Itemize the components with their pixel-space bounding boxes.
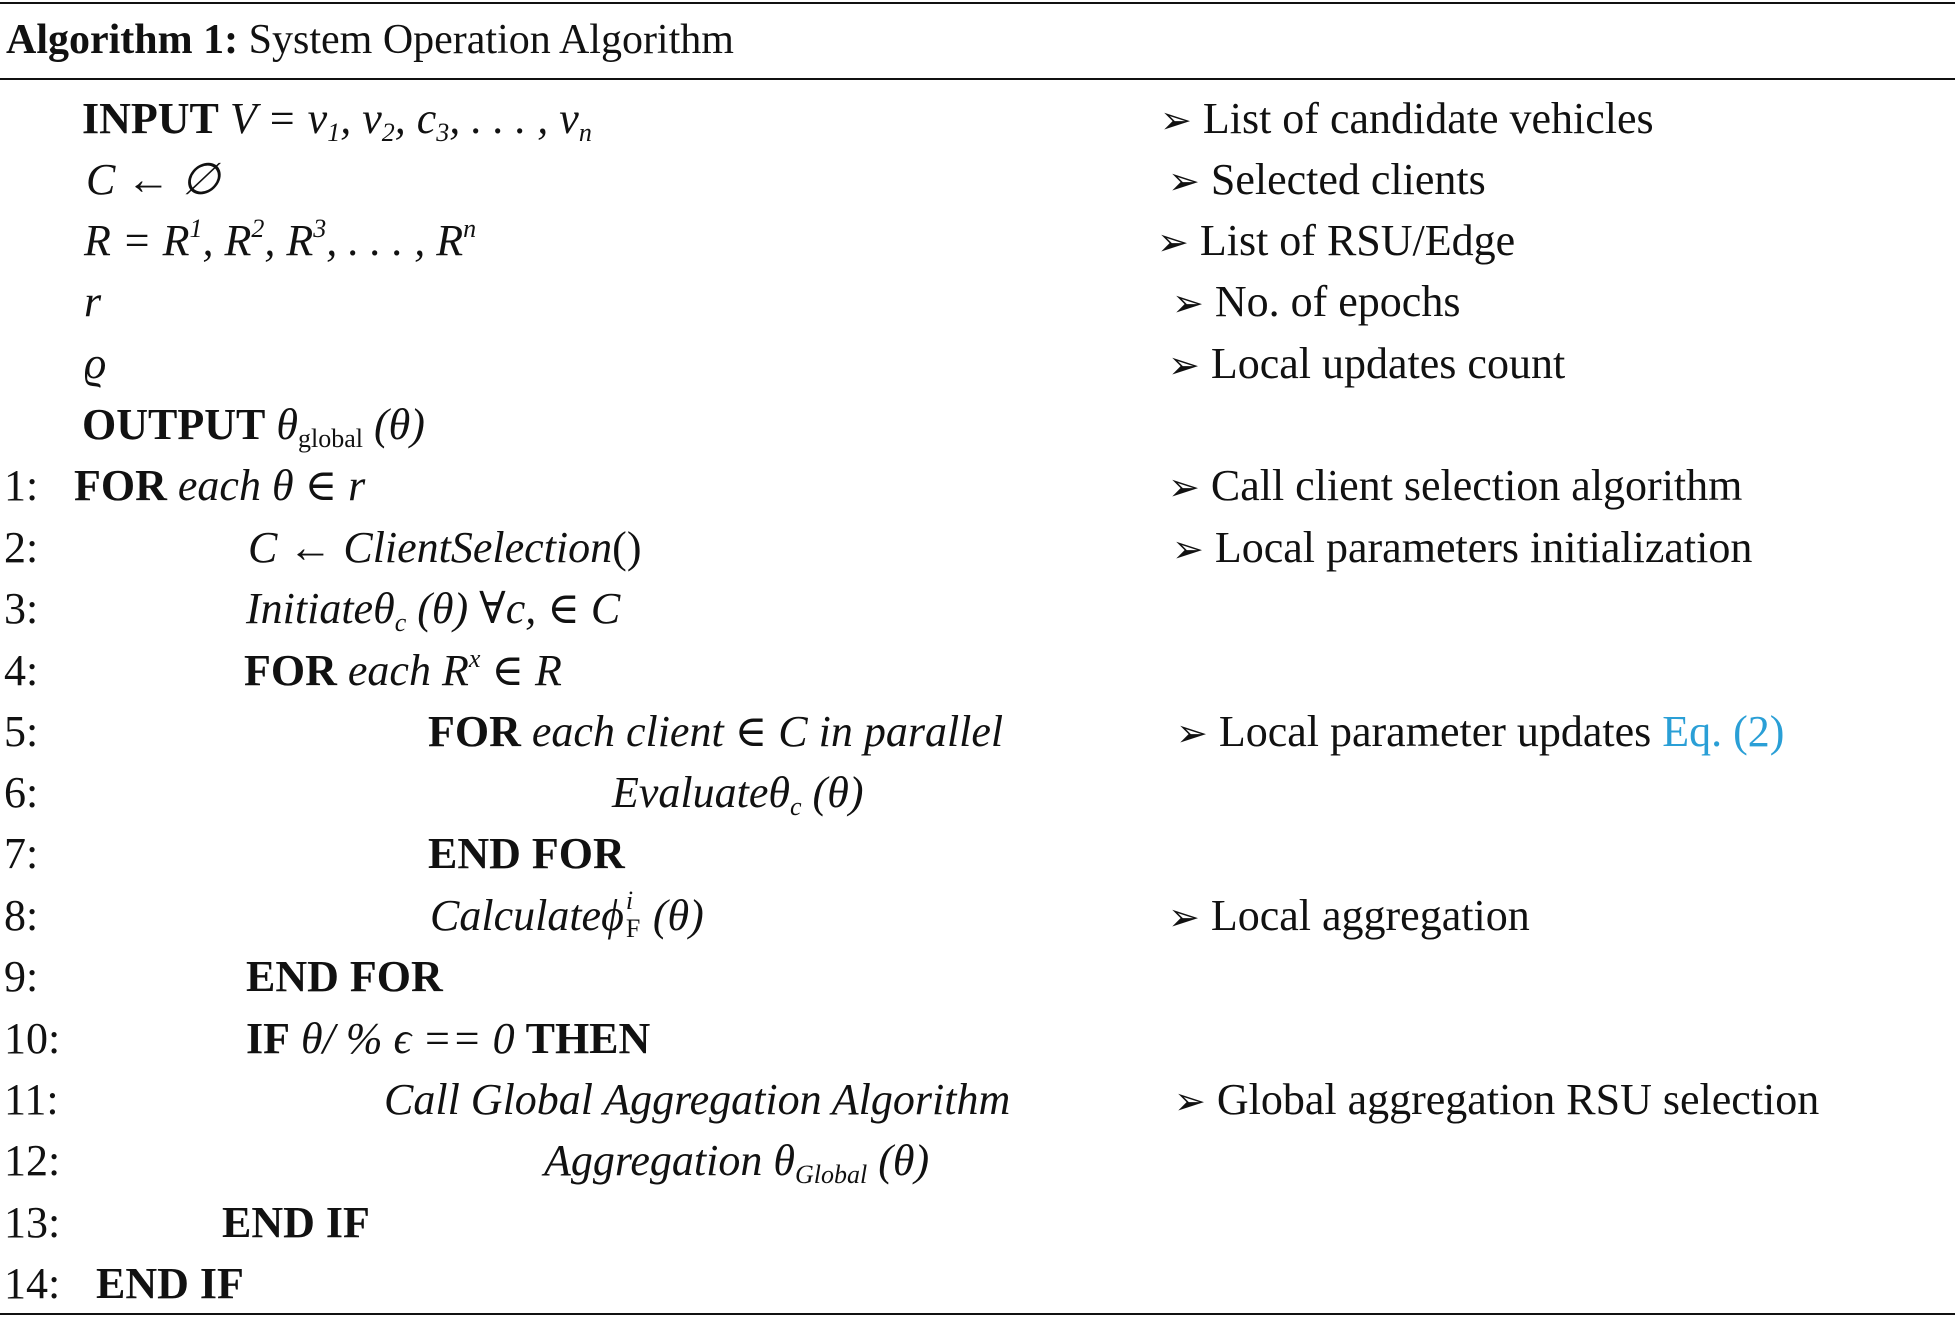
line-code: C ← ClientSelection() — [248, 523, 642, 572]
algorithm-line-7 — [0, 823, 1955, 884]
comment-local-init: ➢ Local parameters initialization — [1172, 523, 1753, 572]
line-number: 11: — [4, 1075, 59, 1124]
output-line — [0, 394, 1955, 455]
line-code: Initiateθ$_c$ (θ) ∀c, ∈ C — [246, 584, 621, 637]
algorithm-line-9 — [0, 946, 1955, 1007]
comment-arrow-icon: ➢ — [1168, 343, 1200, 387]
comment-arrow-icon: ➢ — [1160, 98, 1192, 142]
line-code: IF θ/ % ϵ == 0 THEN — [246, 1014, 651, 1063]
line-number: 7: — [4, 829, 39, 878]
algorithm-title — [6, 12, 734, 68]
line-code: Aggregation $\theta_{Global}$ (θ) — [544, 1136, 930, 1189]
line-code: END IF — [96, 1259, 244, 1308]
epochs-var: r — [84, 277, 102, 326]
comment-epochs: ➢ No. of epochs — [1172, 277, 1461, 326]
algorithm-line-1 — [0, 455, 1955, 516]
comment-arrow-icon: ➢ — [1157, 220, 1189, 264]
line-number: 8: — [4, 891, 39, 940]
input-line-vehicles — [0, 88, 1955, 149]
comment-local-aggregation: ➢ Local aggregation — [1168, 891, 1530, 940]
equation-reference-link[interactable]: Eq. (2) — [1662, 707, 1785, 756]
algorithm-line-12 — [0, 1130, 1955, 1191]
output-expr: OUTPUT $\theta_{global}$ (θ) — [82, 400, 425, 453]
algorithm-line-5 — [0, 701, 1955, 762]
comment-client-selection: ➢ Call client selection algorithm — [1168, 461, 1743, 510]
comment-arrow-icon: ➢ — [1168, 159, 1200, 203]
line-number: 1: — [4, 461, 39, 510]
input-line-epochs — [0, 271, 1955, 332]
comment-arrow-icon: ➢ — [1174, 1079, 1206, 1123]
algorithm-line-11 — [0, 1069, 1955, 1130]
comment-candidate-vehicles: ➢ List of candidate vehicles — [1160, 94, 1654, 143]
algorithm-line-6 — [0, 762, 1955, 823]
local-updates-var: ϱ — [84, 339, 107, 388]
algorithm-line-14 — [0, 1253, 1955, 1314]
line-code: END FOR — [428, 829, 625, 878]
comment-global-aggregation: ➢ Global aggregation RSU selection — [1174, 1075, 1820, 1124]
line-number: 12: — [4, 1136, 61, 1185]
comment-local-updates: ➢ Local updates count — [1168, 339, 1566, 388]
line-number: 2: — [4, 523, 39, 572]
comment-selected-clients: ➢ Selected clients — [1168, 155, 1486, 204]
header-rule — [0, 78, 1955, 80]
line-number: 13: — [4, 1198, 61, 1247]
comment-rsu-list: ➢ List of RSU/Edge — [1157, 216, 1516, 265]
line-code: END FOR — [246, 952, 443, 1001]
line-number: 5: — [4, 707, 39, 756]
line-number: 4: — [4, 646, 39, 695]
comment-arrow-icon: ➢ — [1172, 281, 1204, 325]
vehicle-set: $V = v_1$, $v_2$, $c_3$, . . . , $v_n$ — [229, 94, 592, 147]
algorithm-line-2 — [0, 517, 1955, 578]
line-number: 3: — [4, 584, 39, 633]
output-keyword: OUTPUT — [82, 400, 266, 449]
rsu-set-expr: $R = R^1$, $R^2$, $R^3$, . . . , $R^n$ — [84, 214, 477, 265]
algorithm-name: System Operation Algorithm — [248, 17, 734, 63]
comment-local-param-updates: ➢ Local parameter updates Eq. (2) — [1176, 707, 1785, 756]
algorithm-line-3 — [0, 578, 1955, 639]
line-code: Call Global Aggregation Algorithm — [384, 1075, 1011, 1124]
client-set-expr: C ← ∅ — [86, 155, 220, 204]
line-number: 10: — [4, 1014, 61, 1063]
line-code: Calculateϕ i F (θ) — [430, 886, 704, 943]
algorithm-line-4 — [0, 640, 1955, 701]
comment-arrow-icon: ➢ — [1172, 527, 1204, 571]
input-keyword: INPUT — [82, 94, 219, 143]
line-code: FOR each $R^x$ ∈ R — [244, 644, 562, 695]
input-line-clients — [0, 149, 1955, 210]
line-number: 6: — [4, 768, 39, 817]
line-code: FOR each θ ∈ r — [74, 461, 366, 510]
comment-arrow-icon: ➢ — [1168, 895, 1200, 939]
line-number: 9: — [4, 952, 39, 1001]
algorithm-line-13 — [0, 1192, 1955, 1253]
algorithm-label: Algorithm 1: — [6, 17, 239, 63]
line-code: Evaluateθ$_c$ (θ) — [612, 768, 864, 821]
comment-arrow-icon: ➢ — [1176, 711, 1208, 755]
line-code: END IF — [222, 1198, 370, 1247]
line-code: FOR each client ∈ C in parallel — [428, 707, 1004, 756]
top-rule — [0, 2, 1955, 4]
input-line-rsu — [0, 210, 1955, 271]
algorithm-line-8 — [0, 885, 1955, 946]
input-expr — [82, 88, 592, 149]
line-number: 14: — [4, 1259, 61, 1308]
algorithm-line-10 — [0, 1008, 1955, 1069]
comment-arrow-icon: ➢ — [1168, 465, 1200, 509]
bottom-rule — [0, 1313, 1955, 1315]
input-line-local-updates — [0, 333, 1955, 394]
